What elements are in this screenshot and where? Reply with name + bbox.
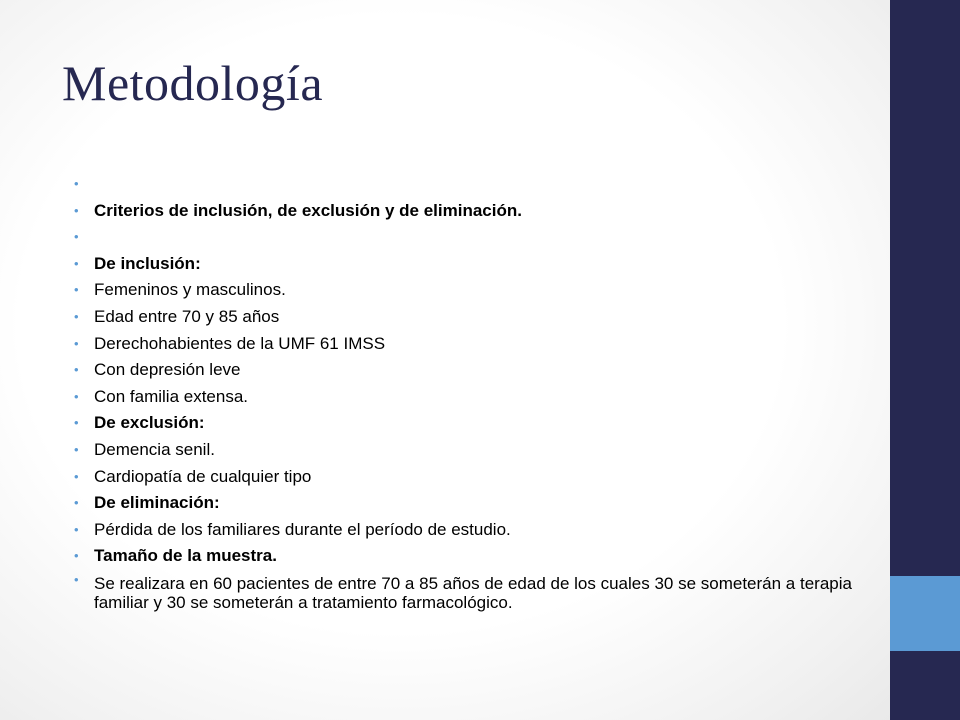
bullet-icon: • (74, 521, 79, 537)
bullet-icon: • (74, 255, 79, 271)
bullet-item (74, 437, 864, 464)
bullet-item-empty-2 (74, 224, 864, 251)
bullet-item-criterios (74, 198, 864, 225)
bullet-text: Con depresión leve (94, 360, 241, 380)
bullet-item (74, 517, 864, 544)
bullet-icon: • (74, 388, 79, 404)
bullet-item (74, 357, 864, 384)
bullet-list (74, 171, 864, 612)
bullet-text: De inclusión: (94, 253, 201, 273)
slide-title: Metodología (62, 55, 324, 111)
bullet-icon: • (74, 176, 79, 191)
bullet-text: Pérdida de los familiares durante el período de estudio. (94, 519, 511, 539)
sidebar-accent-block (890, 576, 960, 651)
bullet-item-muestra-detail (74, 570, 864, 612)
bullet-icon: • (74, 415, 79, 431)
bullet-item (74, 331, 864, 358)
bullet-icon: • (74, 202, 79, 218)
bullet-icon: • (74, 308, 79, 324)
bullet-icon: • (74, 229, 79, 245)
bullet-text: Femeninos y masculinos. (94, 280, 286, 300)
bullet-item (74, 464, 864, 491)
bullet-icon: • (74, 441, 79, 457)
bullet-text: De exclusión: (94, 413, 205, 433)
bullet-icon: • (74, 335, 79, 351)
bullet-icon: • (74, 468, 79, 484)
bullet-icon: • (74, 571, 79, 587)
bullet-text: Tamaño de la muestra. (94, 546, 277, 566)
bullet-item (74, 277, 864, 304)
bullet-text: Criterios de inclusión, de exclusión y de eliminación. (94, 200, 522, 220)
bullet-item (74, 304, 864, 331)
bullet-icon: • (74, 362, 79, 378)
bullet-text: Con familia extensa. (94, 386, 249, 406)
bullet-item (74, 384, 864, 411)
bullet-item-empty-1 (74, 171, 864, 198)
bullet-item-muestra-heading (74, 543, 864, 570)
bullet-text: De eliminación: (94, 493, 220, 513)
bullet-text: Demencia senil. (94, 439, 215, 459)
bullet-icon: • (74, 282, 79, 298)
bullet-text: Cardiopatía de cualquier tipo (94, 466, 312, 486)
bullet-text: Derechohabientes de la UMF 61 IMSS (94, 333, 386, 353)
bullet-item-exclusion-heading (74, 410, 864, 437)
bullet-icon: • (74, 548, 79, 564)
bullet-text: Se realizara en 60 pacientes de entre 70 a 85 años de edad de los cuales 30 se someterán a terapia familiar y 30 se someterán a tratamiento farmacológico. (94, 573, 852, 612)
bullet-item-inclusion-heading (74, 251, 864, 278)
bullet-text: Edad entre 70 y 85 años (94, 306, 280, 326)
bullet-item-eliminacion-heading (74, 490, 864, 517)
bullet-icon: • (74, 495, 79, 511)
